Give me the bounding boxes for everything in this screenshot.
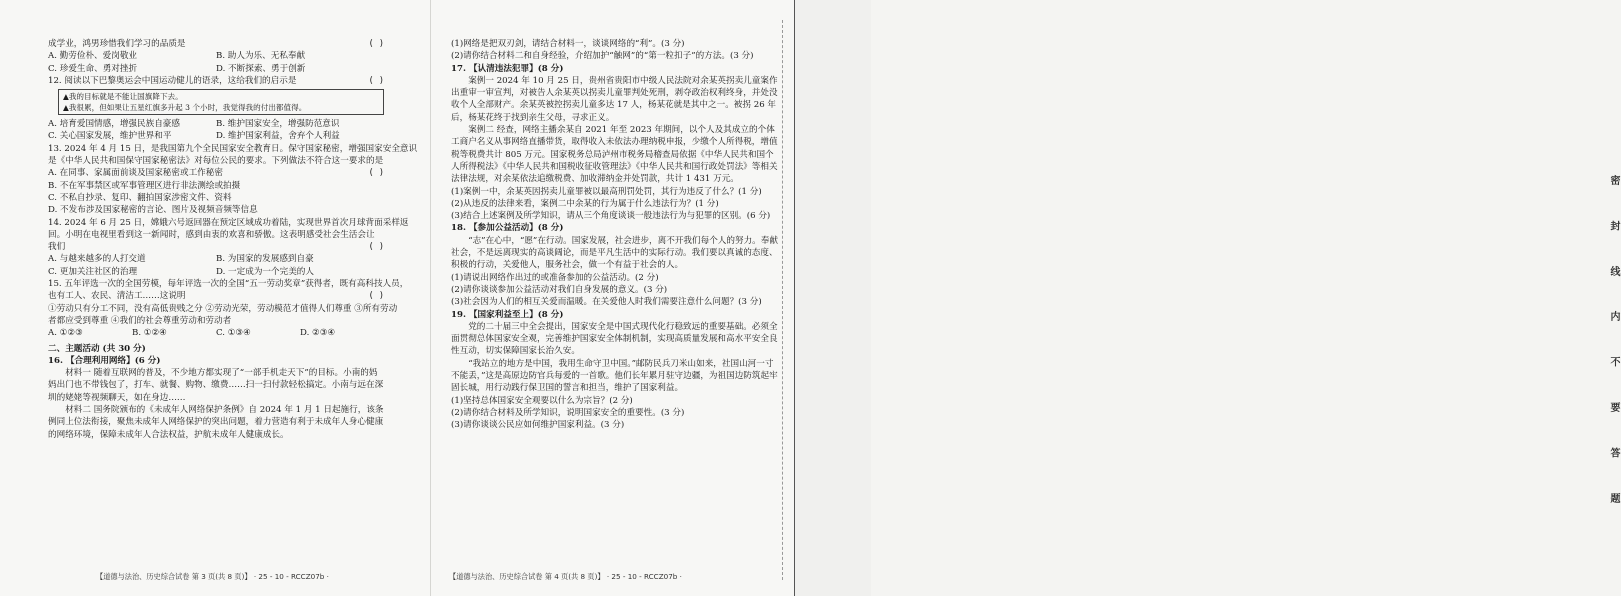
material-paragraph: 材料二 国务院颁布的《未成年人网络保护条例》自 2024 年 1 月 1 日起施行，该条例同上位法衔接，聚焦未成年人网络保护的突出问题，着力营造有利于未成年人身心健康的网络环境，保障未成年人合法权益，护航未成年人健康成长。 bbox=[48, 405, 384, 440]
question-text: (1)网络是把双刃剑，请结合材料一，谈谈网络的“利”。(3 分) bbox=[451, 39, 685, 49]
question-line bbox=[48, 278, 409, 290]
question-heading: 19. 【国家利益至上】(8 分) bbox=[451, 309, 564, 320]
question-text: (3)请你谈谈公民应如何维护国家利益。(3 分) bbox=[451, 420, 625, 431]
question-text: (3)社会因为人们的相互关爱而温暖。在关爱他人时我们需要注意什么问题？(3 分) bbox=[451, 297, 762, 308]
answer-options bbox=[48, 266, 384, 278]
question-line bbox=[48, 75, 384, 87]
question-text: 15. 五年评选一次的全国劳模，每年评选一次的全国“五一劳动奖章”获得者，既有高科技人员， bbox=[48, 279, 409, 290]
question-text: D. 不发布涉及国家秘密的言论、图片及视频音频等信息 bbox=[48, 205, 258, 216]
material-paragraph: 案例一 2024 年 10 月 25 日，贵州省贵阳市中级人民法院对余某英拐卖儿童案作出重审一审宣判，对被告人余某英以拐卖儿童罪判处死刑，剥夺政治权利终身，并处没收个人全部财产。余某英被控拐卖儿童多达 17 人，杨某花就是其中之一。被拐 26 年后，杨某花终于找到亲生父母，寻求正义。 bbox=[451, 75, 778, 123]
material-paragraph: 案例二 经查，网络主播余某自 2021 年至 2023 年期间，以个人及其成立的个体工商户名义从事网络直播带货，取得收入未依法办理纳税申报，少缴个人所得税，增值税等税费共计 805 万元。国家税务总局泸州市税务局稽查局依据《中华人民共和国个人所得税法》《中华人民共和国税收征收管理法》《中华人民共和国行政处罚法》等相关法律法规，对余某依法追缴税费、加收滞纳金并处罚款，共计 1 431 万元。 bbox=[451, 125, 778, 185]
question-line bbox=[48, 315, 384, 327]
answer-option: D. 一定成为一个完美的人 bbox=[216, 266, 314, 277]
question-text: 14. 2024 年 6 月 25 日，嫦娥六号返回器在预定区域成功着陆，实现世界首次月球背面采样返 bbox=[48, 217, 409, 228]
question-line bbox=[48, 217, 409, 229]
question-text: 13. 2024 年 4 月 15 日，是我国第九个全民国家安全教育日。保守国家秘密，增强国家安全意识 bbox=[48, 143, 418, 154]
answer-option: B. 助人为乐、无私奉献 bbox=[216, 51, 306, 62]
answer-options bbox=[48, 118, 384, 130]
question-text: (1)案例一中，余某英因拐卖儿童罪被以最高刑罚处罚，其行为违反了什么？(1 分) bbox=[451, 186, 762, 197]
question-text: 是《中华人民共和国保守国家秘密法》对每位公民的要求。下列做法不符合这一要求的是 bbox=[48, 156, 384, 167]
question-text: (2)请你谈谈参加公益活动对我们自身发展的意义。(3 分) bbox=[451, 284, 668, 295]
question-text: 者都应受到尊重 ④我们的社会尊重劳动和劳动者 bbox=[48, 315, 232, 326]
question-line bbox=[48, 229, 384, 241]
answer-option: A. ①②③ bbox=[48, 328, 83, 339]
question-text: (1)坚持总体国家安全观要以什么为宗旨？(2 分) bbox=[451, 395, 633, 406]
answer-blank: ( ) bbox=[368, 168, 384, 179]
answer-option: A. 与越来越多的人打交道 bbox=[48, 254, 146, 265]
page-4-column bbox=[451, 38, 781, 432]
question-line bbox=[48, 303, 398, 315]
question-line bbox=[451, 395, 781, 407]
question-text: (2)请你结合材料及所学知识，说明国家安全的重要性。(3 分) bbox=[451, 407, 685, 418]
answer-option: A. 培育爱国情感，增强民族自豪感 bbox=[48, 119, 180, 130]
question-text: (2)从违反的法律来看，案例二中余某的行为属于什么违法行为？(1 分) bbox=[451, 198, 719, 209]
question-text: (1)请说出网络作出过的或准备参加的公益活动。(2 分) bbox=[451, 272, 659, 283]
seal-line-notice: 密 封 线 内 不 要 答 题 bbox=[1608, 175, 1619, 520]
question-text: 也有工人、农民、清洁工……这说明 bbox=[48, 291, 186, 302]
question-text: 成学业，鸿男珍惜我们学习的品质是 bbox=[48, 39, 186, 49]
question-line bbox=[451, 272, 781, 284]
question-line bbox=[451, 296, 781, 308]
seal-line bbox=[782, 20, 784, 580]
question-text: B. 不在军事禁区或军事管理区进行非法测绘或拍摄 bbox=[48, 180, 241, 191]
question-line bbox=[48, 38, 384, 50]
question-heading: 18. 【参加公益活动】(8 分) bbox=[451, 223, 564, 234]
material-paragraph: “志”在心中，“愿”在行动。国家发展，社会进步，离不开我们每个人的努力。奉献社会，不是远离现实的高谈阔论，而是平凡生活中的实际行动。我们要以真诚的态度、积极的行动，关爱他人，服务社会，做一个有益于社会的人。 bbox=[451, 235, 778, 271]
answer-option: D. 不断探索、勇于创新 bbox=[216, 63, 306, 74]
question-line bbox=[48, 204, 384, 216]
page-4-footer: 【道德与法治、历史综合试卷 第 4 页(共 8 页)】 · 25 - 10 - RCCZ07b · bbox=[449, 572, 682, 581]
question-text: 回。小明在电视里看到这一新闻时，感到由衷的欢喜和骄傲。这表明感受社会生活会让 bbox=[48, 229, 375, 240]
section-heading: 二、主题活动 (共 30 分) bbox=[48, 343, 146, 354]
question-line bbox=[48, 290, 384, 302]
exam-page-4 bbox=[430, 0, 795, 596]
answer-option: C. 珍爱生命、勇对挫折 bbox=[48, 63, 138, 74]
answer-option: B. ①②④ bbox=[132, 328, 167, 339]
quote-line: ▲我的目标就是不能让国旗降下去。 bbox=[63, 92, 183, 102]
page-3-column bbox=[48, 38, 418, 441]
question-text: ①劳动只有分工不同，没有高低贵贱之分 ②劳动光荣，劳动模范才值得人们尊重 ③所有劳动 bbox=[48, 303, 398, 314]
answer-options bbox=[48, 130, 384, 142]
answer-options bbox=[48, 50, 384, 62]
answer-options bbox=[48, 63, 384, 75]
question-line bbox=[451, 210, 781, 222]
answer-blank: ( ) bbox=[368, 291, 384, 302]
question-text: (3)结合上述案例及所学知识，请从三个角度谈谈一般违法行为与犯罪的区别。(6 分) bbox=[451, 211, 771, 222]
material-paragraph: “我站立的地方是中国，我用生命守卫中国。”邮防民兵刀米山如来，社国山河一寸不能丢，”这是高原边防官兵每爱的一首歌。他们长年累月驻守边疆，为祖国边防筑起牢固长城，用行动践行保卫国的誓言和担当，维护了国家利益。 bbox=[451, 358, 778, 394]
question-line bbox=[451, 284, 781, 296]
question-text: (2)请你结合材料二和自身经验，介绍加护“触网”的“第一粒扣子”的方法。(3 分) bbox=[451, 51, 754, 62]
answer-option: C. ①③④ bbox=[216, 328, 251, 339]
question-line bbox=[451, 38, 781, 50]
material-paragraph: 材料一 随着互联网的普及，不少地方都实现了“一部手机走天下”的目标。小南的妈妈出门也不带钱包了，打车、就餐、购物、缴费……扫一扫付款轻松搞定。小南与远在深圳的姥姥等视频聊天，如在身边…… bbox=[48, 368, 384, 403]
question-line bbox=[451, 186, 781, 198]
question-heading: 16. 【合理利用网络】(6 分) bbox=[48, 355, 161, 366]
question-text: C. 不私自抄录、复印、翻拍国家涉密文件、资料 bbox=[48, 192, 232, 203]
page-3-footer: 【道德与法治、历史综合试卷 第 3 页(共 8 页)】 · 25 - 10 - RCCZ07b · bbox=[96, 572, 329, 581]
material-paragraph: 党的二十届三中全会提出，国家安全是中国式现代化行稳致远的重要基础。必须全面贯彻总体国家安全观，完善维护国家安全体制机制，实现高质量发展和高水平安全良性互动，切实保障国家长治久安。 bbox=[451, 321, 778, 357]
question-line bbox=[48, 143, 418, 155]
question-line bbox=[48, 192, 384, 204]
answer-blank: ( ) bbox=[368, 75, 384, 86]
answer-option: D. 维护国家利益，舍弃个人利益 bbox=[216, 131, 340, 142]
answer-options bbox=[48, 253, 384, 265]
answer-option: B. 维护国家安全，增强防范意识 bbox=[216, 119, 340, 130]
quote-line: ▲我很累，但如果让五星红旗多升起 3 个小时，我觉得我的付出都值得。 bbox=[63, 103, 307, 113]
answer-option: B. 为国家的发展感到自豪 bbox=[216, 254, 314, 265]
question-text: A. 在同事、家属面前谈及国家秘密或工作秘密 bbox=[48, 168, 223, 179]
question-line bbox=[48, 155, 384, 167]
answer-option: C. 关心国家发展，维护世界和平 bbox=[48, 131, 172, 142]
exam-page-3 bbox=[0, 0, 430, 596]
answer-option: D. ②③④ bbox=[300, 328, 336, 339]
quote-box bbox=[58, 89, 384, 115]
binding-margin bbox=[794, 0, 1619, 596]
question-text: 我们 bbox=[48, 242, 66, 253]
question-line bbox=[48, 241, 384, 253]
answer-blank: ( ) bbox=[368, 39, 384, 49]
question-line bbox=[451, 407, 781, 419]
question-line bbox=[48, 180, 384, 192]
question-heading: 17. 【认清违法犯罪】(8 分) bbox=[451, 63, 564, 74]
answer-option: A. 勤劳俭朴、爱岗敬业 bbox=[48, 51, 138, 62]
question-line bbox=[451, 419, 781, 431]
answer-blank: ( ) bbox=[368, 242, 384, 253]
question-line bbox=[48, 167, 384, 179]
question-line bbox=[451, 50, 781, 62]
answer-options bbox=[48, 327, 384, 339]
question-text: 12. 阅读以下巴黎奥运会中国运动健儿的语录，这给我们的启示是 bbox=[48, 75, 297, 86]
question-line bbox=[451, 198, 781, 210]
answer-option: C. 更加关注社区的治理 bbox=[48, 266, 138, 277]
